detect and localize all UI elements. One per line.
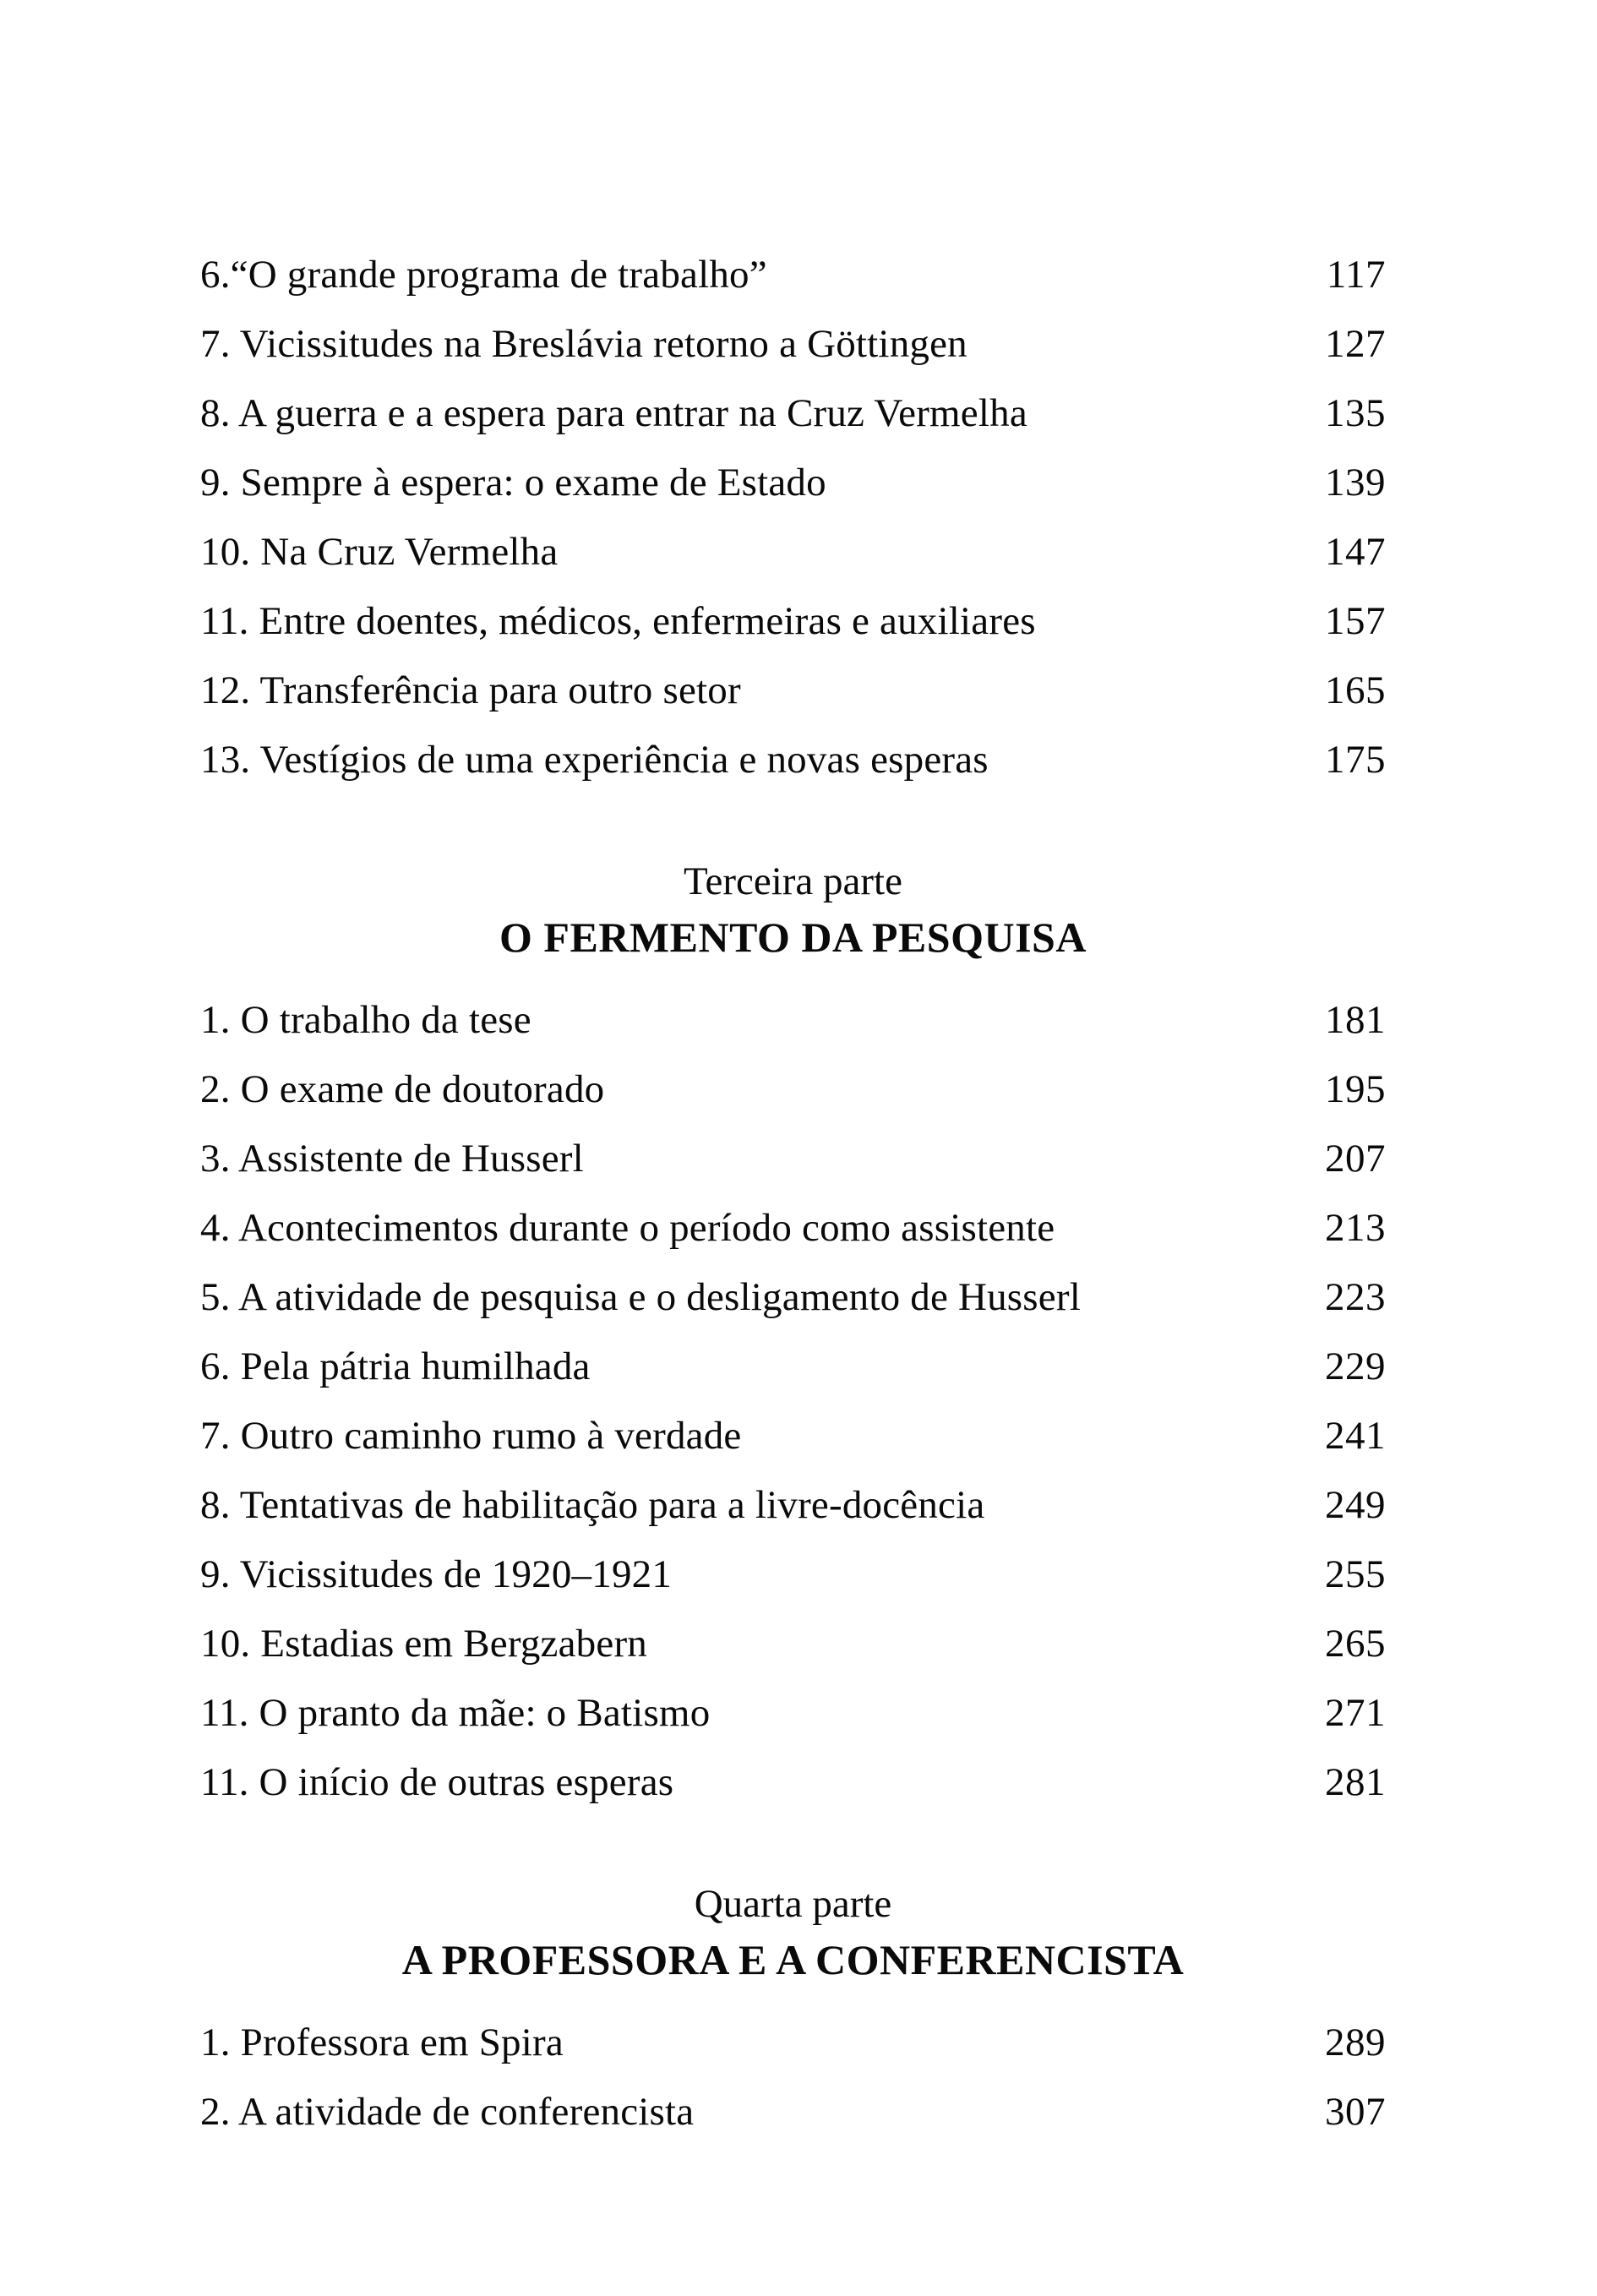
toc-entry-page-number: 175: [1325, 738, 1386, 782]
toc-entry: [200, 1540, 1386, 1609]
toc-section: [200, 854, 1386, 1817]
toc-entry-page-number: 117: [1326, 253, 1386, 297]
toc-entry-page-number: 255: [1325, 1552, 1386, 1596]
toc-entry: [200, 1609, 1386, 1678]
part-label: Quarta parte: [694, 1882, 892, 1926]
toc-entry: [200, 725, 1386, 794]
toc-entry-page-number: 195: [1325, 1067, 1386, 1111]
part-label: Terceira parte: [684, 859, 902, 903]
toc-entry-page-number: 271: [1325, 1691, 1386, 1735]
toc-entry: [200, 1124, 1386, 1193]
toc-section: [200, 240, 1386, 794]
toc-entry-title: 6.“O grande programa de trabalho”: [200, 253, 767, 297]
toc-entry-title: 2. O exame de doutorado: [200, 1067, 605, 1111]
toc-entry-title: 11. O pranto da mãe: o Batismo: [200, 1691, 711, 1735]
toc-entry: [200, 448, 1386, 517]
toc-entry: [200, 1193, 1386, 1263]
toc-entry-page-number: 213: [1325, 1206, 1386, 1250]
toc-entry-title: 4. Acontecimentos durante o período como assistente: [200, 1206, 1055, 1250]
toc-entry-page-number: 181: [1325, 998, 1386, 1042]
toc-entry-page-number: 281: [1325, 1760, 1386, 1804]
toc-entry-title: 7. Vicissitudes na Breslávia retorno a Göttingen: [200, 322, 967, 366]
toc-entry-page-number: 229: [1325, 1344, 1386, 1388]
toc-entry: [200, 1470, 1386, 1540]
toc-entry-title: 10. Estadias em Bergzabern: [200, 1622, 647, 1666]
toc-entry: [200, 517, 1386, 586]
toc-entry-title: 5. A atividade de pesquisa e o desligamento de Husserl: [200, 1275, 1081, 1319]
toc-entry-title: 9. Sempre à espera: o exame de Estado: [200, 461, 826, 504]
toc-entry-title: 2. A atividade de conferencista: [200, 2090, 695, 2134]
toc-sections: [200, 240, 1386, 2146]
toc-entry-page-number: 265: [1325, 1622, 1386, 1666]
toc-entry-page-number: 307: [1325, 2090, 1386, 2134]
toc-entry-page-number: 139: [1325, 461, 1386, 504]
toc-entry-title: 7. Outro caminho rumo à verdade: [200, 1414, 742, 1458]
toc-entry-page-number: 127: [1325, 322, 1386, 366]
toc-entry-page-number: 147: [1325, 530, 1386, 574]
toc-entry: [200, 240, 1386, 309]
toc-entry-page-number: 207: [1325, 1137, 1386, 1181]
part-title: O FERMENTO DA PESQUISA: [499, 913, 1087, 961]
toc-entry-title: 1. Professora em Spira: [200, 2021, 564, 2064]
toc-entry: [200, 586, 1386, 656]
toc-entry-title: 9. Vicissitudes de 1920–1921: [200, 1552, 673, 1596]
toc-entry: [200, 1055, 1386, 1124]
toc-entry-page-number: 135: [1325, 391, 1386, 435]
toc-entry: [200, 309, 1386, 379]
toc-entry-title: 10. Na Cruz Vermelha: [200, 530, 559, 574]
toc-entry-title: 11. O início de outras esperas: [200, 1760, 674, 1804]
toc-entry-page-number: 249: [1325, 1483, 1386, 1527]
toc-entry-title: 1. O trabalho da tese: [200, 998, 531, 1042]
toc-entry: [200, 656, 1386, 725]
toc-entry: [200, 2077, 1386, 2146]
part-title: A PROFESSORA E A CONFERENCISTA: [401, 1936, 1185, 1983]
toc-entry-page-number: 223: [1325, 1275, 1386, 1319]
toc-entry-page-number: 165: [1325, 668, 1386, 712]
toc-entry-title: 6. Pela pátria humilhada: [200, 1344, 591, 1388]
toc-entry-title: 8. Tentativas de habilitação para a livre-docência: [200, 1483, 985, 1527]
toc-entry: [200, 1332, 1386, 1401]
toc-entry-title: 8. A guerra e a espera para entrar na Cruz Vermelha: [200, 391, 1027, 435]
toc-entry: [200, 985, 1386, 1055]
toc-entry-page-number: 289: [1325, 2021, 1386, 2064]
toc-entry-title: 3. Assistente de Husserl: [200, 1137, 584, 1181]
toc-entry: [200, 379, 1386, 448]
toc-entry: [200, 1401, 1386, 1470]
toc-entry-page-number: 241: [1325, 1414, 1386, 1458]
toc-entry: [200, 2008, 1386, 2077]
toc-entry-title: 13. Vestígios de uma experiência e novas esperas: [200, 738, 989, 782]
toc-entry-title: 12. Transferência para outro setor: [200, 668, 741, 712]
toc-entry: [200, 1263, 1386, 1332]
part-heading: [200, 1876, 1386, 1988]
toc-entry-page-number: 157: [1325, 599, 1386, 643]
toc-entry: [200, 1748, 1386, 1817]
toc-entry: [200, 1678, 1386, 1748]
toc-entry-title: 11. Entre doentes, médicos, enfermeiras e auxiliares: [200, 599, 1036, 643]
part-heading: [200, 854, 1386, 965]
toc-section: [200, 1876, 1386, 2146]
